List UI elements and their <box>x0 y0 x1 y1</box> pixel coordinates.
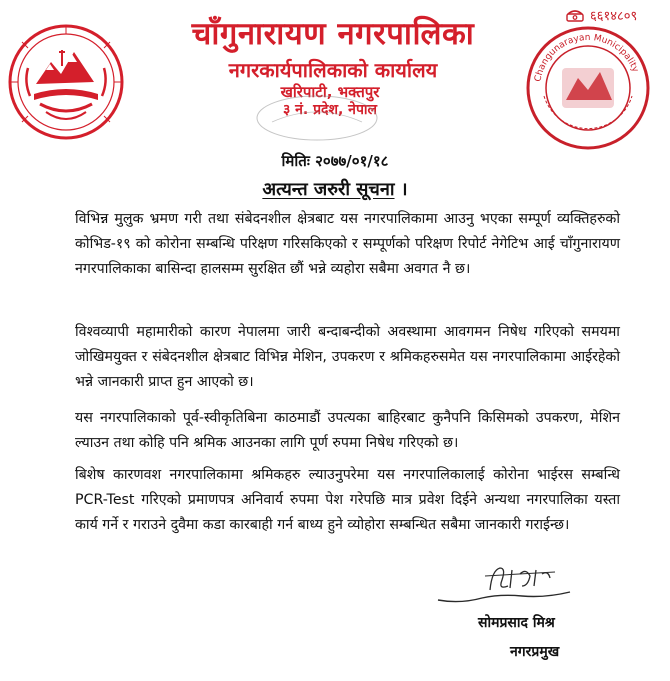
notice-title-line <box>0 177 670 201</box>
notice-title: अत्यन्त जरुरी सूचना <box>262 179 395 200</box>
signatory-name: सोमप्रसाद मिश्र <box>478 615 555 631</box>
phone-number-text: ६६१४८०९ <box>590 9 638 24</box>
organization-name: चाँगुनारायण नगरपालिका <box>191 16 475 52</box>
svg-text:Changunarayan Municipality: Changunarayan Municipality <box>533 32 641 83</box>
notice-paragraph: यस नगरपालिकाको पूर्व-स्वीकृतिबिना काठमाडौं उपत्यका बाहिरबाट कुनैपनि किसिमको उपकरण, मेशिन ल्याउन तथा कोहि पनि श्रमिक आउनका लागि पूर्ण रुपमा निषेध गरिएको छ। <box>75 410 620 451</box>
office-seal-stamp <box>522 22 654 154</box>
signatory-title: नगरप्रमुख <box>510 644 560 660</box>
faint-stamp-impression <box>252 92 382 144</box>
address-line-2: ३ नं. प्रदेश, नेपाल <box>282 102 378 118</box>
notice-paragraph: बिशेष कारणवश नगरपालिकामा श्रमिकहरु ल्याउनुपरेमा यस नगरपालिकालाई कोरोना भाईरस सम्बन्धि PCR-Test गरिएको प्रमाणपत्र अनिवार्य रुपमा पेश गरेपछि मात्र प्रवेश दिईने अन्यथा नगरपालिका यस्ता कार्य गर्ने र गराउने दुवैमा कडा कारबाही गर्न बाध्य हुने व्योहोरा सम्बन्धित सबैमा जानकारी गराईन्छ। <box>75 467 620 533</box>
handwritten-signature <box>430 560 575 612</box>
letterhead <box>0 0 670 140</box>
office-name: नगरकार्यपालिकाको कार्यालय <box>228 58 438 82</box>
notice-paragraph: विश्वव्यापी महामारीको कारण नेपालमा जारी बन्दाबन्दीको अवस्थामा आवगमन निषेध गरिएको समयमा जोखिमयुक्त र संबेदनशील क्षेत्रबाट विभिन्न मेशिन, उपकरण र श्रमिकहरुसमेत यस नगरपालिकामा आईरहेको भन्ने जानकारी प्राप्त हुन आएको छ। <box>75 324 620 390</box>
notice-date: मितिः २०७७/०१/१८ <box>281 152 389 170</box>
notice-paragraph: विभिन्न मुलुक भ्रमण गरी तथा संबेदनशील क्षेत्रबाट यस नगरपालिकामा आउनु भएका सम्पूर्ण व्यक्तिहरुको कोभिड-१९ को कोरोना सम्बन्धि परिक्षण गरिसकिएको र सम्पूर्णको परिक्षण रिपोर्ट नेगेटिभ आई चाँगुनारायण नगरपालिकाका बासिन्दा हालसम्म सुरक्षित छौं भन्ने व्यहोरा सबैमा अवगत नै छ। <box>75 211 620 277</box>
municipality-emblem-logo <box>6 22 126 142</box>
address-line-1: खरिपाटी, भक्तपुर <box>280 83 380 101</box>
notice-title-mark: । <box>400 179 408 200</box>
telephone-icon <box>566 9 584 22</box>
